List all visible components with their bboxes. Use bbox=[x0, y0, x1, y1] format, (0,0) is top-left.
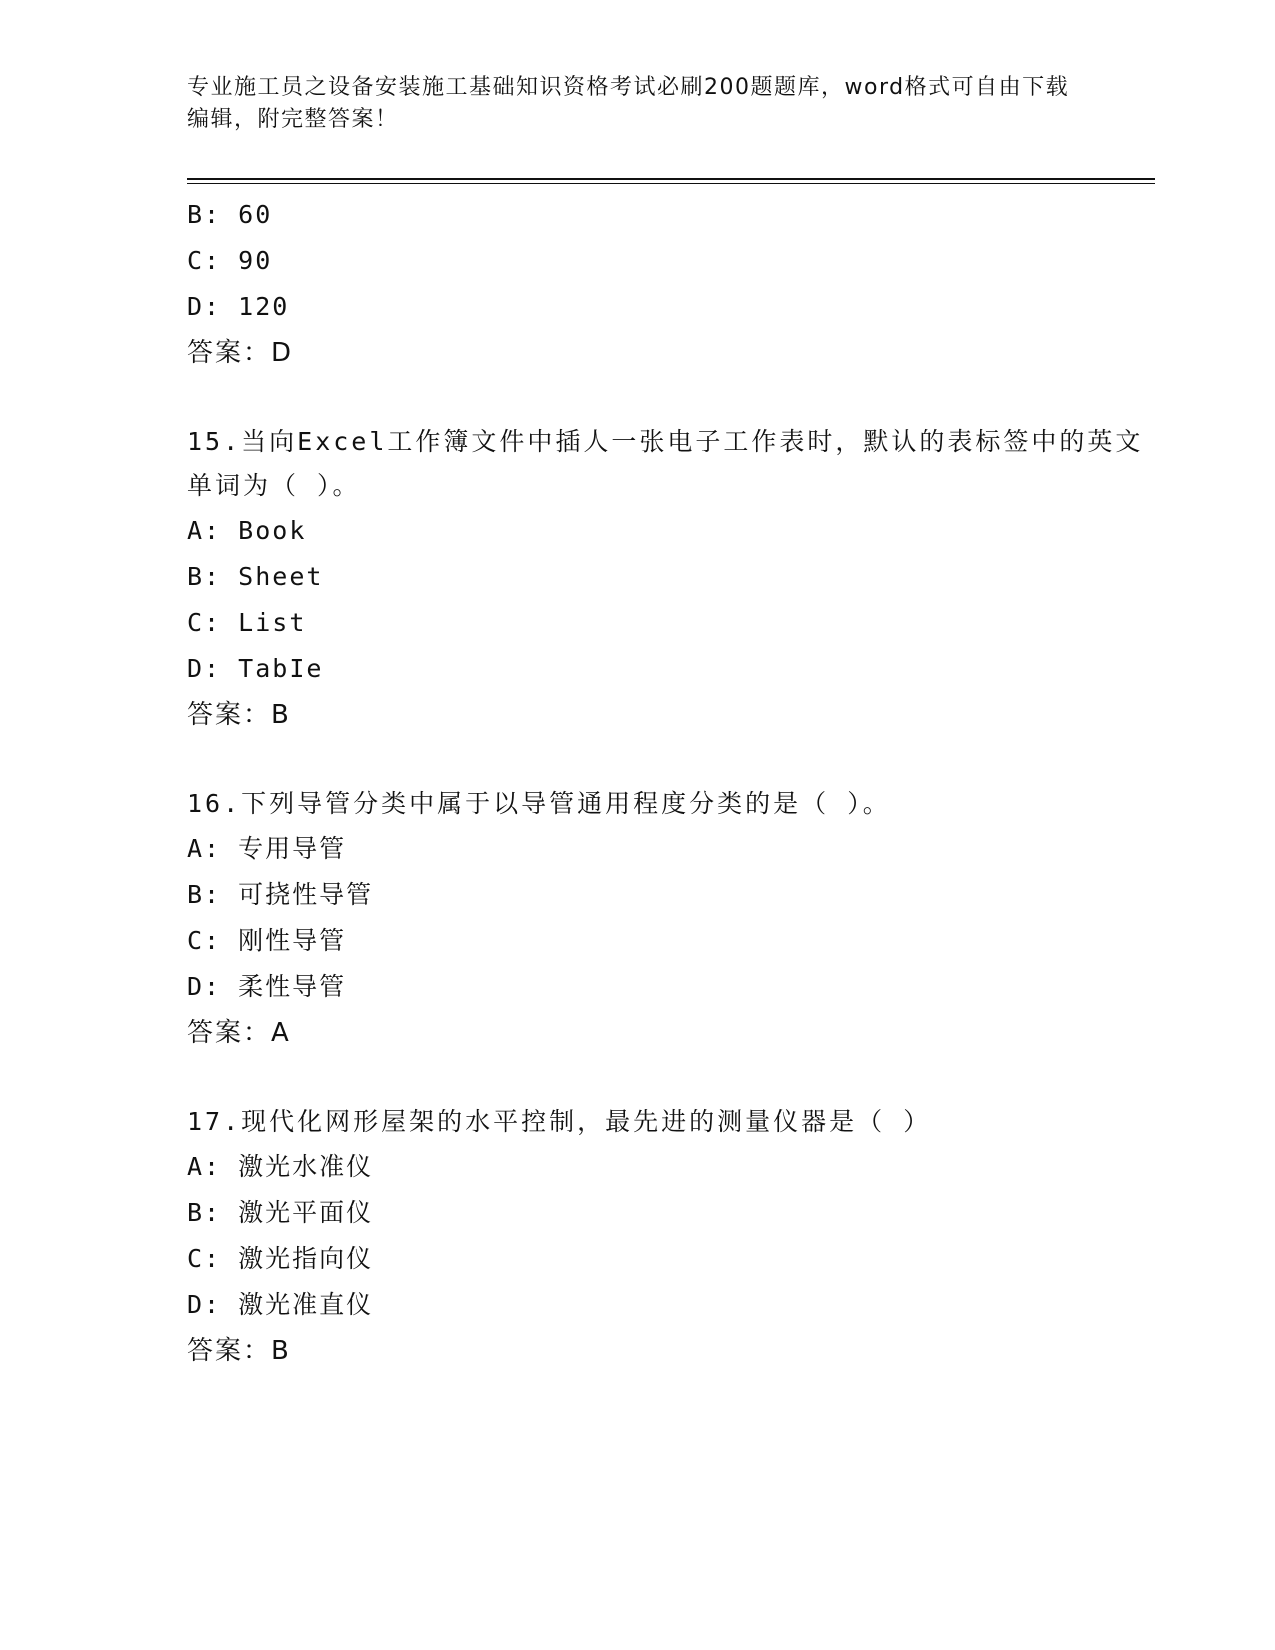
option-text: Book bbox=[238, 516, 307, 545]
option-a bbox=[187, 826, 1147, 872]
leading-question-block bbox=[187, 192, 1147, 376]
option-label: D: bbox=[187, 292, 222, 321]
question-text: 17.现代化网形屋架的水平控制，最先进的测量仪器是（ ） bbox=[187, 1107, 932, 1136]
option-label: B: bbox=[187, 200, 222, 229]
question-list bbox=[187, 192, 1147, 1374]
option-c bbox=[187, 600, 1147, 646]
option-text: 激光指向仪 bbox=[238, 1244, 374, 1273]
option-label: C: bbox=[187, 246, 222, 275]
option-d bbox=[187, 1282, 1147, 1328]
answer-line: 答案：A bbox=[187, 1018, 291, 1048]
option-text: Sheet bbox=[238, 562, 324, 591]
option-label: C: bbox=[187, 926, 222, 955]
option-text: 激光准直仪 bbox=[238, 1290, 374, 1319]
option-d bbox=[187, 964, 1147, 1010]
option-d bbox=[187, 646, 1147, 692]
question-text: 15.当向Excel工作簿文件中插人一张电子工作表时，默认的表标签中的英文单词为（ ）。 bbox=[187, 427, 1144, 500]
option-text: 激光平面仪 bbox=[238, 1198, 374, 1227]
option-label: B: bbox=[187, 562, 222, 591]
option-label: B: bbox=[187, 1198, 222, 1227]
document-header bbox=[187, 72, 1087, 136]
answer-line: 答案：B bbox=[187, 1336, 291, 1366]
option-label: B: bbox=[187, 880, 222, 909]
question-text: 16.下列导管分类中属于以导管通用程度分类的是（ ）。 bbox=[187, 789, 891, 818]
header-divider-thick bbox=[187, 178, 1155, 180]
option-a bbox=[187, 1144, 1147, 1190]
page-title: 专业施工员之设备安装施工基础知识资格考试必刷200题题库，word格式可自由下载编辑，附完整答案！ bbox=[187, 75, 1070, 132]
option-d bbox=[187, 284, 1147, 330]
option-text: 120 bbox=[238, 292, 290, 321]
option-text: 可挠性导管 bbox=[238, 880, 374, 909]
option-label: D: bbox=[187, 972, 222, 1001]
option-c bbox=[187, 1236, 1147, 1282]
option-c bbox=[187, 918, 1147, 964]
question-block-16 bbox=[187, 782, 1147, 1056]
option-text: 柔性导管 bbox=[238, 972, 347, 1001]
answer-line: 答案：D bbox=[187, 338, 294, 368]
option-label: C: bbox=[187, 608, 222, 637]
answer-line: 答案：B bbox=[187, 700, 291, 730]
question-block-15 bbox=[187, 420, 1147, 738]
option-label: D: bbox=[187, 654, 222, 683]
option-b bbox=[187, 192, 1147, 238]
option-text: TabIe bbox=[238, 654, 324, 683]
option-b bbox=[187, 554, 1147, 600]
option-b bbox=[187, 872, 1147, 918]
header-divider-thin bbox=[187, 183, 1155, 184]
option-label: D: bbox=[187, 1290, 222, 1319]
option-a bbox=[187, 508, 1147, 554]
option-label: A: bbox=[187, 1152, 222, 1181]
option-label: A: bbox=[187, 516, 222, 545]
option-b bbox=[187, 1190, 1147, 1236]
option-text: 90 bbox=[238, 246, 273, 275]
option-c bbox=[187, 238, 1147, 284]
option-text: 刚性导管 bbox=[238, 926, 347, 955]
question-block-17 bbox=[187, 1100, 1147, 1374]
option-text: List bbox=[238, 608, 307, 637]
option-text: 激光水准仪 bbox=[238, 1152, 374, 1181]
option-text: 专用导管 bbox=[238, 834, 347, 863]
option-label: A: bbox=[187, 834, 222, 863]
option-label: C: bbox=[187, 1244, 222, 1273]
option-text: 60 bbox=[238, 200, 273, 229]
